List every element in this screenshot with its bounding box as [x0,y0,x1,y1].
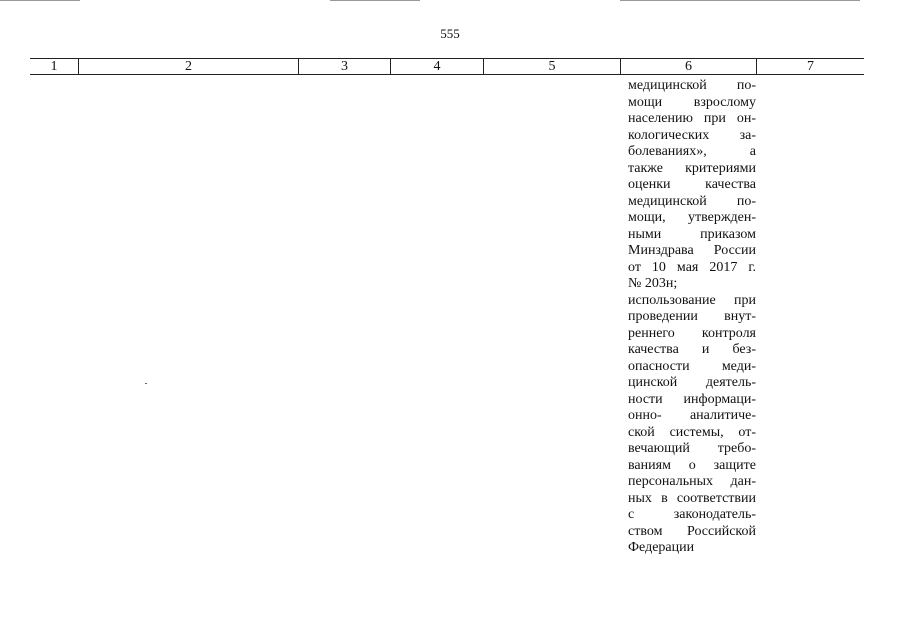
column-6-line: оценки качества [628,177,756,192]
column-6-line: Минздрава России [628,243,756,258]
column-6-line: № 203н; [628,276,678,291]
column-6-line: ных в соответствии [628,490,756,506]
scan-edge-right [620,0,860,1]
column-6-line: с законодатель- [628,507,756,522]
scan-speck [145,383,147,384]
column-6-line: медицинской по- [628,193,756,209]
column-6-line: онно- аналитиче- [628,408,756,423]
column-6-line: вечающий требо- [628,441,756,456]
column-6-line: реннего контроля [628,325,756,341]
column-6-line: болеваниях», а [628,144,756,159]
column-6-line: населению при он- [628,111,756,126]
column-6-line: ности информаци- [628,391,756,407]
column-6-line: ваниям о защите [628,457,756,473]
page-number: 555 [440,26,460,41]
header-col-5: 5 [483,59,620,74]
column-6-line: ством Российской [628,523,756,539]
column-6-line: кологических за- [628,127,756,143]
scan-edge-mid [330,0,420,1]
header-col-2: 2 [78,59,298,74]
column-6-line: персональных дан- [628,474,756,489]
column-6-line: опасности меди- [628,358,756,374]
column-6-line: мощи, утвержден- [628,210,756,225]
header-col-3: 3 [298,59,390,74]
header-col-6: 6 [620,59,756,74]
column-6-line: использование при [628,292,756,308]
column-6-text [628,78,756,557]
column-6-line: медицинской по- [628,78,756,93]
column-6-line: мощи взрослому [628,94,756,110]
column-6-line: ской системы, от- [628,424,756,440]
header-col-4: 4 [390,59,483,74]
column-6-line: Федерации [628,540,695,555]
column-6-line: также критериями [628,160,756,176]
column-6-line: качества и без- [628,342,756,357]
column-6-line: цинской деятель- [628,375,756,390]
table-header-row [30,58,864,75]
header-col-7: 7 [756,59,864,74]
column-6-line: проведении внут- [628,309,756,324]
header-col-1: 1 [50,59,58,74]
column-6-line: от 10 мая 2017 г. [628,259,756,275]
scan-edge-left [0,0,80,1]
column-6-line: ными приказом [628,226,756,242]
